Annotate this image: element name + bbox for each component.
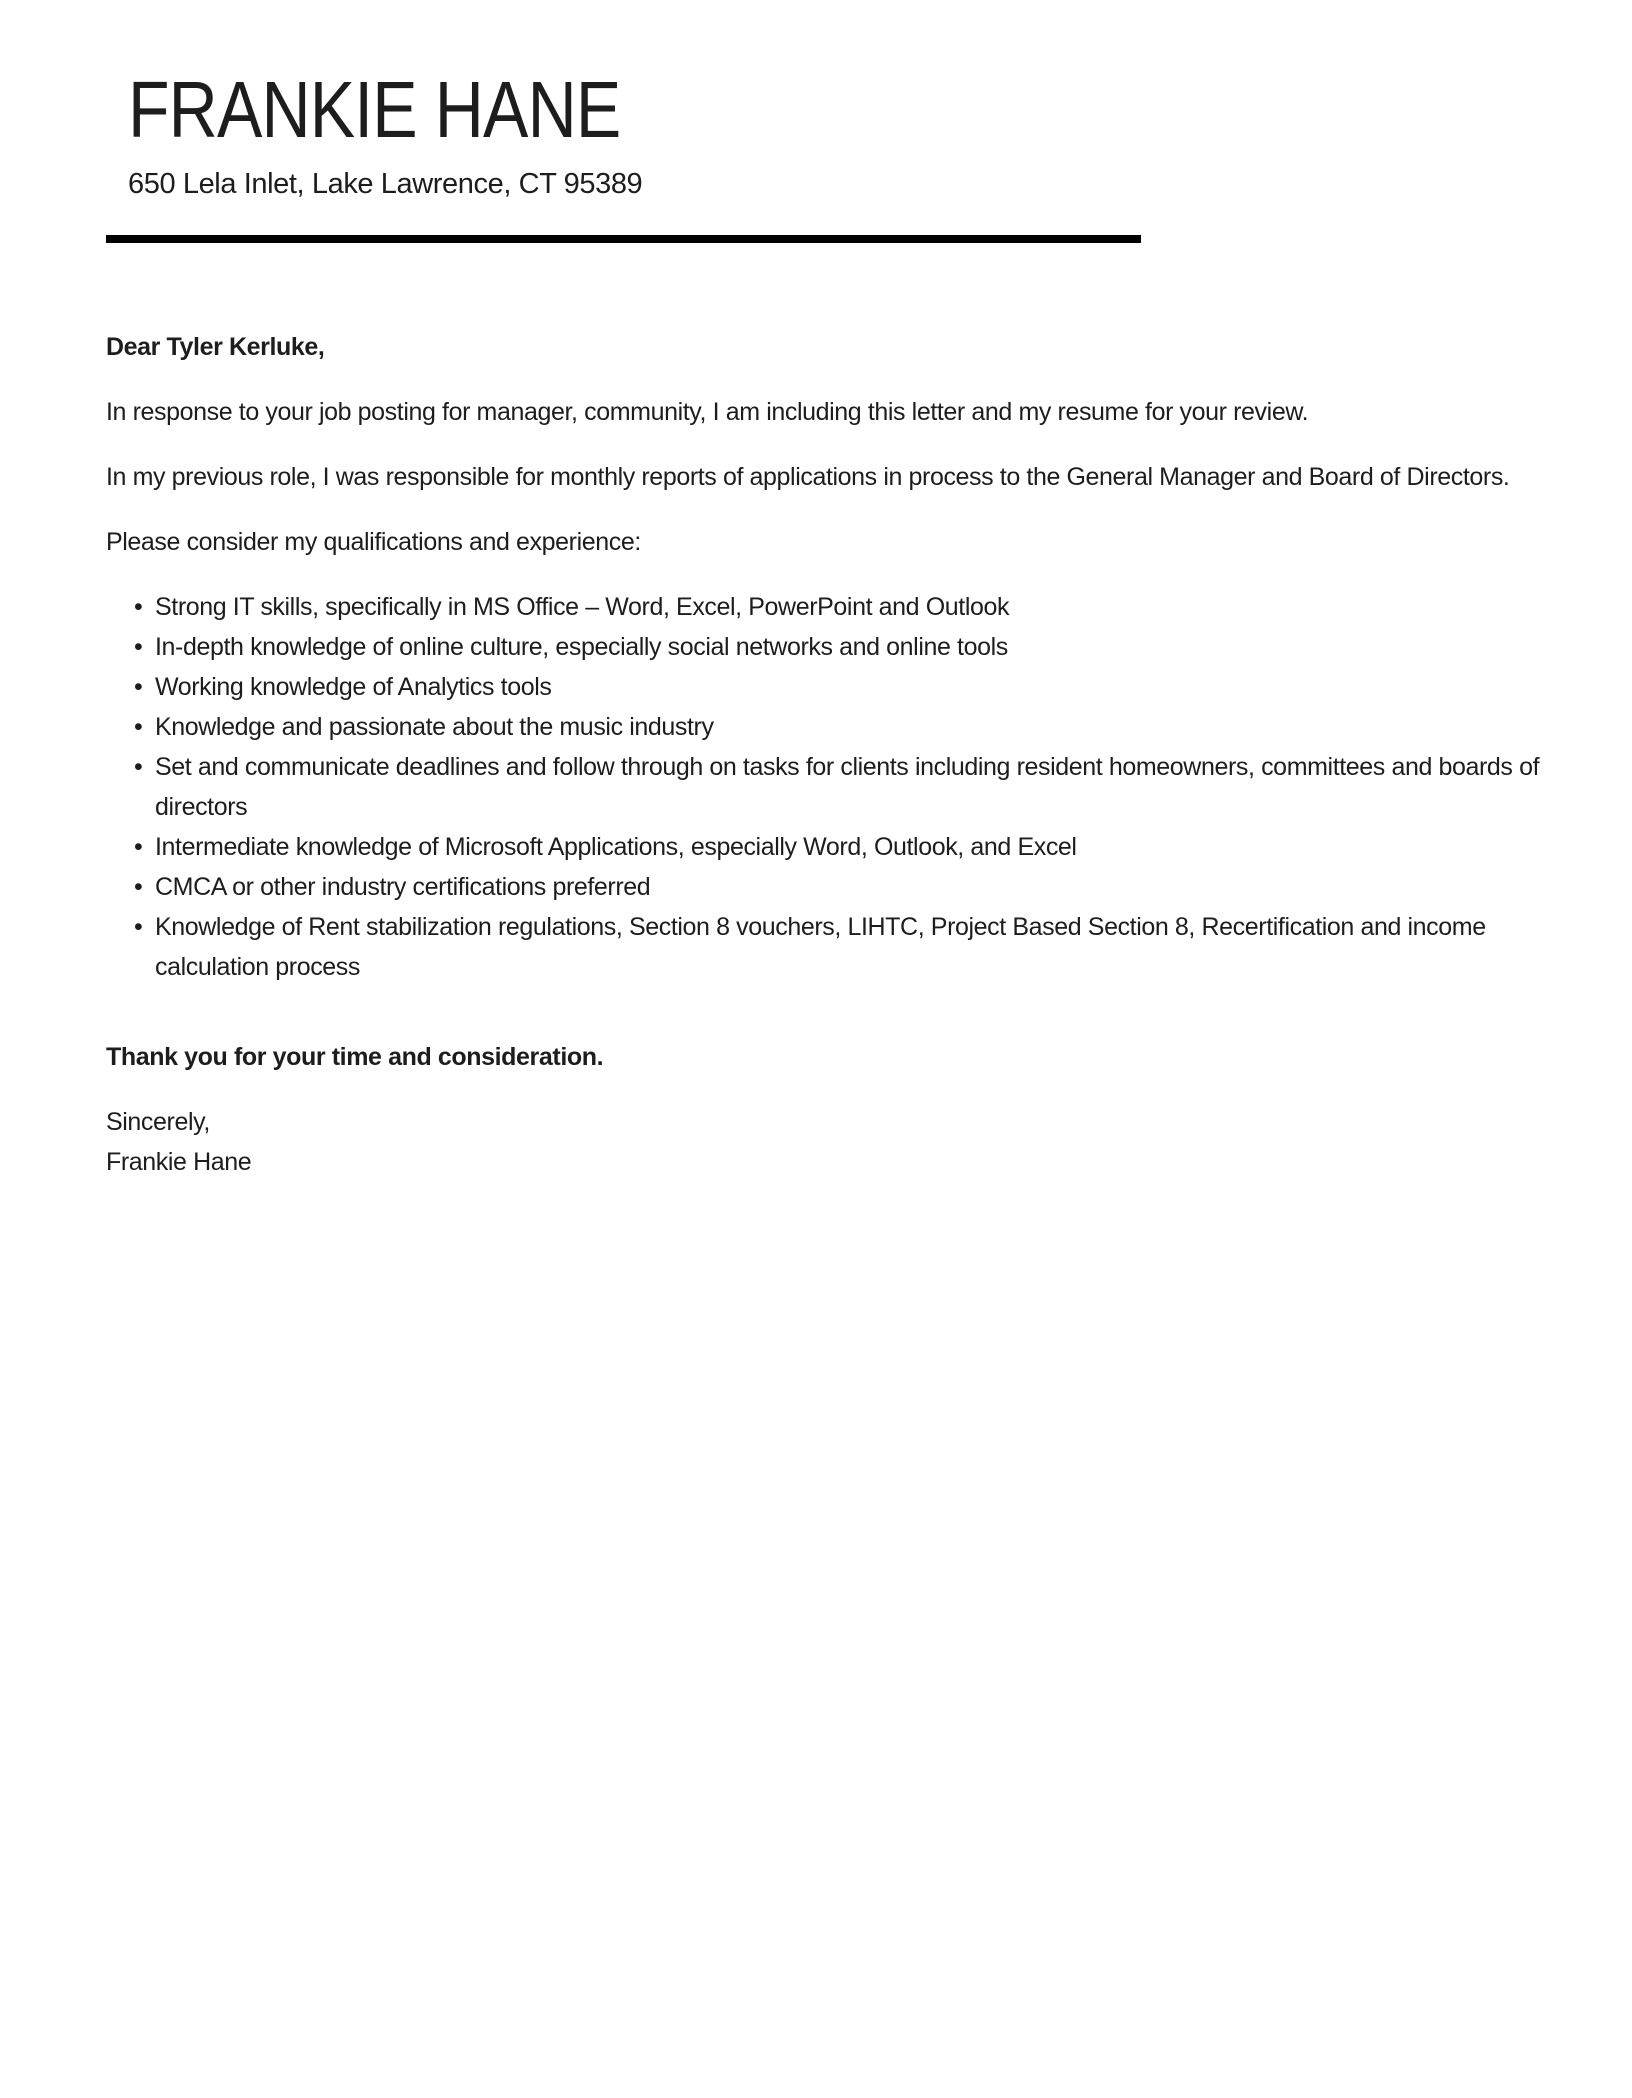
sender-address: 650 Lela Inlet, Lake Lawrence, CT 95389 — [128, 168, 643, 200]
paragraph-previous-role: In my previous role, I was responsible for monthly reports of applications in process to the General Manager and Board of Directors. — [106, 463, 1510, 491]
qualifications-list — [106, 587, 1550, 987]
qualification-item: • Strong IT skills, specifically in MS Office – Word, Excel, PowerPoint and Outlook — [155, 587, 1550, 627]
qualification-item: • In-depth knowledge of online culture, especially social networks and online tools — [155, 627, 1550, 667]
header-divider-rule — [106, 235, 1141, 243]
greeting: Dear Tyler Kerluke, — [106, 333, 325, 361]
signoff-word: Sincerely, — [106, 1108, 210, 1136]
sender-name: FRANKIE HANE — [128, 65, 621, 154]
qualification-item: • Knowledge of Rent stabilization regulations, Section 8 vouchers, LIHTC, Project Based Section 8, Recertification and income calculation process — [155, 907, 1550, 987]
qualification-item: • CMCA or other industry certifications preferred — [155, 867, 1550, 907]
qualification-item: • Intermediate knowledge of Microsoft Applications, especially Word, Outlook, and Excel — [155, 827, 1550, 867]
closing-thanks: Thank you for your time and consideration. — [106, 1043, 604, 1071]
letter-body — [106, 327, 1550, 1182]
qualification-item: • Knowledge and passionate about the music industry — [155, 707, 1550, 747]
signoff-block — [106, 1102, 1550, 1182]
paragraph-job-response: In response to your job posting for manager, community, I am including this letter and my resume for your review. — [106, 398, 1309, 426]
paragraph-qualifications-lead: Please consider my qualifications and experience: — [106, 528, 641, 556]
signature-name: Frankie Hane — [106, 1148, 252, 1176]
letter-header — [106, 0, 1550, 201]
qualification-item: • Working knowledge of Analytics tools — [155, 667, 1550, 707]
qualification-item: • Set and communicate deadlines and follow through on tasks for clients including resident homeowners, committees and boards of directors — [155, 747, 1550, 827]
